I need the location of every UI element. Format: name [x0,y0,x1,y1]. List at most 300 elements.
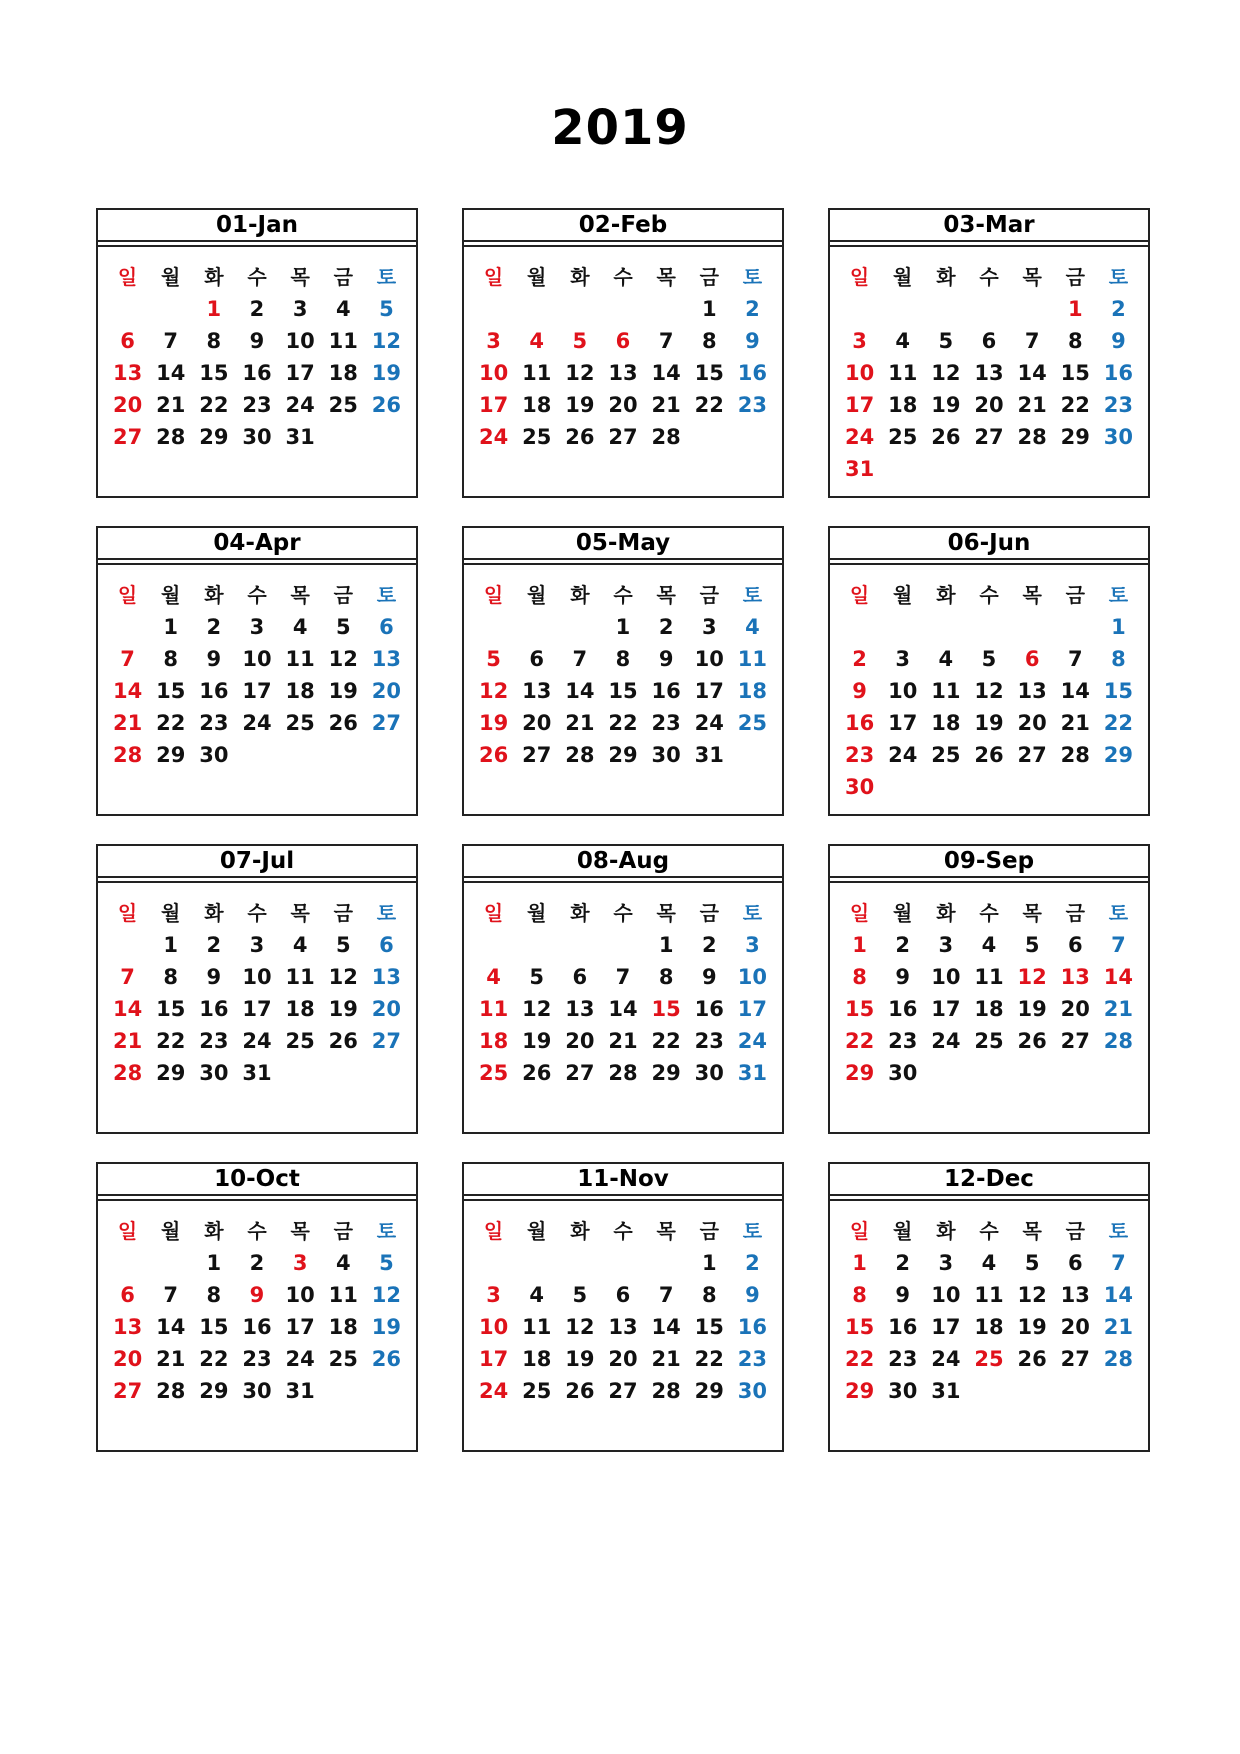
day-number: 6 [615,329,631,353]
day-number: 12 [1017,965,1047,989]
day-number: 11 [328,1283,358,1307]
empty-day [967,293,1010,325]
day-number: 19 [1017,997,1047,1021]
day-number: 2 [895,1251,911,1275]
month-card [462,1162,784,1452]
day-number: 3 [292,297,308,321]
day-number: 11 [974,965,1004,989]
day-number: 9 [206,965,222,989]
day-number: 24 [478,1379,509,1403]
weekday-label: 월 [893,901,913,925]
weekday-label: 화 [936,583,956,607]
day-number: 20 [974,393,1004,417]
month-card [828,208,1150,498]
day-grid [830,247,1148,485]
day-number: 3 [895,647,911,671]
empty-day [967,611,1010,643]
day-number: 9 [249,329,265,353]
day-number: 16 [694,997,724,1021]
day-number: 7 [1111,1251,1126,1275]
day-number: 7 [615,965,631,989]
day-number: 23 [651,711,681,735]
weekday-label: 일 [483,583,504,607]
month-title: 05-May [464,528,782,560]
day-grid [464,565,782,771]
day-number: 27 [112,425,143,449]
day-number: 30 [737,1379,768,1403]
day-number: 1 [163,615,179,639]
day-number: 10 [844,361,875,385]
day-number: 24 [285,393,315,417]
weekday-label: 수 [613,1219,633,1243]
day-number: 26 [1017,1347,1047,1371]
empty-day [515,293,558,325]
day-number: 22 [608,711,638,735]
day-number: 21 [1103,997,1134,1021]
weekday-label: 금 [1065,1219,1085,1243]
day-number: 3 [938,933,954,957]
day-number: 18 [478,1029,509,1053]
day-number: 29 [156,1061,186,1085]
day-number: 15 [199,361,229,385]
weekday-label: 토 [1108,1219,1129,1243]
day-number: 24 [242,1029,272,1053]
day-number: 26 [371,393,402,417]
day-number: 1 [615,615,631,639]
day-number: 20 [1060,1315,1090,1339]
weekday-label: 수 [613,901,633,925]
day-number: 29 [651,1061,681,1085]
day-number: 5 [335,615,351,639]
weekday-label: 금 [333,583,353,607]
day-number: 7 [120,965,135,989]
day-number: 16 [199,997,229,1021]
month-title: 10-Oct [98,1164,416,1196]
day-number: 30 [199,1061,229,1085]
day-number: 8 [1111,647,1126,671]
day-number: 21 [1017,393,1047,417]
day-number: 12 [522,997,552,1021]
day-number: 28 [156,425,186,449]
weekday-label: 수 [247,265,267,289]
day-number: 23 [1103,393,1134,417]
day-number: 22 [156,1029,186,1053]
weekday-label: 월 [161,901,181,925]
day-number: 31 [285,425,315,449]
weekday-label: 월 [161,1219,181,1243]
empty-day [558,929,601,961]
year-title: 2019 [551,100,689,156]
day-number: 2 [701,933,717,957]
day-grid [830,883,1148,1089]
day-number: 28 [651,1379,681,1403]
weekday-label: 월 [527,265,547,289]
day-number: 20 [608,1347,638,1371]
day-number: 14 [565,679,595,703]
day-number: 25 [974,1347,1004,1371]
empty-day [838,293,881,325]
day-number: 14 [608,997,638,1021]
day-number: 7 [163,1283,179,1307]
weekday-label: 금 [333,901,353,925]
day-number: 30 [651,743,681,767]
day-number: 1 [701,1251,717,1275]
day-number: 24 [737,1029,768,1053]
weekday-label: 일 [117,901,138,925]
weekday-label: 토 [742,583,763,607]
day-number: 27 [1060,1029,1090,1053]
day-number: 7 [658,329,674,353]
day-number: 9 [745,329,760,353]
day-number: 8 [163,647,179,671]
day-number: 8 [701,329,717,353]
day-number: 27 [1060,1347,1090,1371]
day-number: 15 [1060,361,1090,385]
day-grid [830,1201,1148,1407]
month-title: 07-Jul [98,846,416,878]
weekday-label: 월 [527,901,547,925]
weekday-label: 토 [1108,265,1129,289]
day-number: 18 [974,1315,1004,1339]
day-number: 4 [981,933,997,957]
day-number: 21 [608,1029,638,1053]
day-number: 13 [371,965,402,989]
day-number: 22 [199,393,229,417]
day-number: 13 [112,361,143,385]
day-number: 15 [694,1315,724,1339]
empty-day [601,1247,644,1279]
empty-day [645,1247,688,1279]
day-number: 10 [285,329,315,353]
month-title: 11-Nov [464,1164,782,1196]
weekday-label: 화 [204,901,224,925]
day-number: 29 [199,1379,229,1403]
weekday-label: 수 [247,583,267,607]
day-number: 30 [199,743,229,767]
day-number: 12 [328,647,358,671]
day-number: 4 [292,615,308,639]
day-number: 6 [120,329,135,353]
day-number: 26 [371,1347,402,1371]
day-number: 9 [1111,329,1126,353]
day-number: 25 [522,425,552,449]
day-number: 21 [156,1347,186,1371]
day-number: 3 [745,933,760,957]
day-number: 8 [701,1283,717,1307]
day-number: 4 [335,297,351,321]
day-number: 2 [745,297,760,321]
day-number: 18 [737,679,768,703]
day-number: 21 [1060,711,1090,735]
day-number: 16 [242,361,272,385]
day-number: 26 [328,1029,358,1053]
day-number: 16 [199,679,229,703]
day-number: 11 [328,329,358,353]
day-number: 1 [658,933,674,957]
day-number: 12 [565,361,595,385]
day-number: 23 [844,743,875,767]
day-number: 24 [931,1029,961,1053]
day-number: 17 [888,711,918,735]
day-number: 1 [852,933,867,957]
day-number: 13 [974,361,1004,385]
day-number: 12 [931,361,961,385]
day-number: 17 [737,997,768,1021]
weekday-label: 목 [1022,265,1042,289]
day-number: 11 [737,647,768,671]
day-number: 25 [285,1029,315,1053]
day-number: 11 [522,361,552,385]
weekday-label: 수 [979,1219,999,1243]
day-number: 23 [737,1347,768,1371]
month-title: 06-Jun [830,528,1148,560]
weekday-label: 목 [290,265,310,289]
month-title: 03-Mar [830,210,1148,242]
day-number: 24 [694,711,724,735]
month-card [828,526,1150,816]
day-number: 9 [852,679,867,703]
empty-day [924,611,967,643]
calendar-grid [96,208,1150,1452]
day-number: 10 [478,1315,509,1339]
empty-day [472,293,515,325]
day-number: 21 [565,711,595,735]
day-number: 5 [1024,933,1040,957]
day-number: 23 [199,1029,229,1053]
day-number: 14 [1103,965,1134,989]
day-number: 15 [608,679,638,703]
day-number: 19 [478,711,509,735]
day-number: 16 [1103,361,1134,385]
day-number: 4 [292,933,308,957]
day-number: 6 [615,1283,631,1307]
day-number: 25 [478,1061,509,1085]
weekday-label: 토 [1108,901,1129,925]
day-number: 22 [199,1347,229,1371]
day-number: 4 [486,965,501,989]
day-number: 25 [931,743,961,767]
day-number: 16 [242,1315,272,1339]
empty-day [1011,611,1054,643]
day-number: 13 [522,679,552,703]
day-number: 14 [112,679,143,703]
day-number: 4 [895,329,911,353]
day-number: 23 [242,393,272,417]
weekday-label: 금 [333,265,353,289]
day-number: 28 [608,1061,638,1085]
day-number: 16 [844,711,875,735]
month-card [828,1162,1150,1452]
day-number: 25 [328,1347,358,1371]
weekday-label: 목 [656,583,676,607]
day-number: 19 [931,393,961,417]
day-number: 13 [112,1315,143,1339]
day-number: 25 [974,1029,1004,1053]
day-number: 18 [285,679,315,703]
day-number: 9 [895,1283,911,1307]
day-number: 14 [156,1315,186,1339]
day-number: 29 [694,1379,724,1403]
day-number: 2 [745,1251,760,1275]
day-number: 17 [694,679,724,703]
month-title: 08-Aug [464,846,782,878]
day-number: 23 [737,393,768,417]
day-number: 28 [565,743,595,767]
day-number: 18 [931,711,961,735]
empty-day [515,611,558,643]
day-number: 18 [328,361,358,385]
empty-day [645,293,688,325]
day-grid [464,1201,782,1407]
day-number: 27 [371,711,402,735]
weekday-label: 일 [849,901,870,925]
day-number: 18 [328,1315,358,1339]
weekday-label: 수 [613,583,633,607]
weekday-label: 토 [376,901,397,925]
day-number: 6 [1067,1251,1083,1275]
day-number: 2 [852,647,867,671]
day-number: 7 [1111,933,1126,957]
day-number: 7 [1024,329,1040,353]
day-number: 17 [931,997,961,1021]
day-number: 28 [1017,425,1047,449]
month-card [96,526,418,816]
day-number: 25 [285,711,315,735]
day-number: 4 [529,1283,545,1307]
day-number: 29 [199,425,229,449]
day-number: 25 [522,1379,552,1403]
day-number: 20 [112,1347,143,1371]
day-number: 20 [371,997,402,1021]
weekday-label: 토 [376,1219,397,1243]
day-number: 13 [371,647,402,671]
empty-day [472,929,515,961]
day-number: 8 [852,1283,867,1307]
day-number: 19 [974,711,1004,735]
day-number: 29 [1103,743,1134,767]
weekday-label: 목 [656,265,676,289]
day-number: 24 [888,743,918,767]
day-number: 8 [1067,329,1083,353]
day-number: 15 [156,679,186,703]
weekday-label: 목 [656,1219,676,1243]
day-number: 9 [249,1283,265,1307]
weekday-label: 금 [333,1219,353,1243]
day-number: 13 [608,361,638,385]
weekday-label: 금 [699,1219,719,1243]
weekday-label: 일 [117,1219,138,1243]
day-number: 26 [1017,1029,1047,1053]
weekday-label: 토 [742,1219,763,1243]
day-number: 26 [478,743,509,767]
day-number: 7 [163,329,179,353]
day-number: 15 [156,997,186,1021]
day-grid [830,565,1148,803]
weekday-label: 화 [936,1219,956,1243]
day-number: 28 [651,425,681,449]
day-number: 22 [694,1347,724,1371]
day-number: 17 [242,997,272,1021]
day-number: 1 [1111,615,1126,639]
day-number: 4 [335,1251,351,1275]
day-number: 17 [242,679,272,703]
empty-day [1054,611,1097,643]
day-number: 11 [522,1315,552,1339]
day-number: 30 [888,1061,918,1085]
weekday-label: 수 [613,265,633,289]
day-number: 7 [1067,647,1083,671]
weekday-label: 수 [247,1219,267,1243]
day-number: 6 [981,329,997,353]
day-number: 10 [242,647,272,671]
month-card [828,844,1150,1134]
day-number: 5 [335,933,351,957]
day-number: 20 [1017,711,1047,735]
day-number: 10 [694,647,724,671]
empty-day [924,293,967,325]
day-number: 3 [701,615,717,639]
day-number: 18 [522,1347,552,1371]
weekday-label: 화 [570,265,590,289]
day-number: 21 [112,711,143,735]
month-card [462,208,784,498]
day-number: 23 [888,1347,918,1371]
day-grid [98,1201,416,1407]
day-number: 2 [895,933,911,957]
weekday-label: 목 [1022,1219,1042,1243]
day-number: 21 [651,393,681,417]
day-number: 9 [701,965,717,989]
weekday-label: 월 [893,1219,913,1243]
day-number: 26 [931,425,961,449]
empty-day [558,293,601,325]
day-number: 30 [242,1379,272,1403]
weekday-label: 화 [570,901,590,925]
day-number: 10 [478,361,509,385]
day-number: 8 [206,329,222,353]
day-number: 12 [974,679,1004,703]
day-number: 23 [888,1029,918,1053]
weekday-label: 일 [483,1219,504,1243]
month-card [96,1162,418,1452]
day-number: 31 [931,1379,961,1403]
day-number: 25 [888,425,918,449]
month-title: 09-Sep [830,846,1148,878]
weekday-label: 목 [290,901,310,925]
day-number: 17 [285,1315,315,1339]
day-number: 20 [112,393,143,417]
day-number: 19 [522,1029,552,1053]
day-number: 27 [1017,743,1047,767]
day-number: 5 [486,647,501,671]
day-number: 20 [608,393,638,417]
day-grid [98,883,416,1089]
day-number: 22 [1103,711,1134,735]
weekday-label: 목 [290,1219,310,1243]
day-number: 3 [249,615,265,639]
day-grid [464,247,782,453]
day-number: 10 [931,965,961,989]
day-number: 27 [608,1379,638,1403]
day-number: 4 [938,647,954,671]
day-number: 2 [206,933,222,957]
day-grid [98,247,416,453]
day-number: 7 [572,647,588,671]
day-number: 15 [1103,679,1134,703]
day-number: 22 [694,393,724,417]
day-number: 26 [974,743,1004,767]
weekday-label: 금 [699,265,719,289]
